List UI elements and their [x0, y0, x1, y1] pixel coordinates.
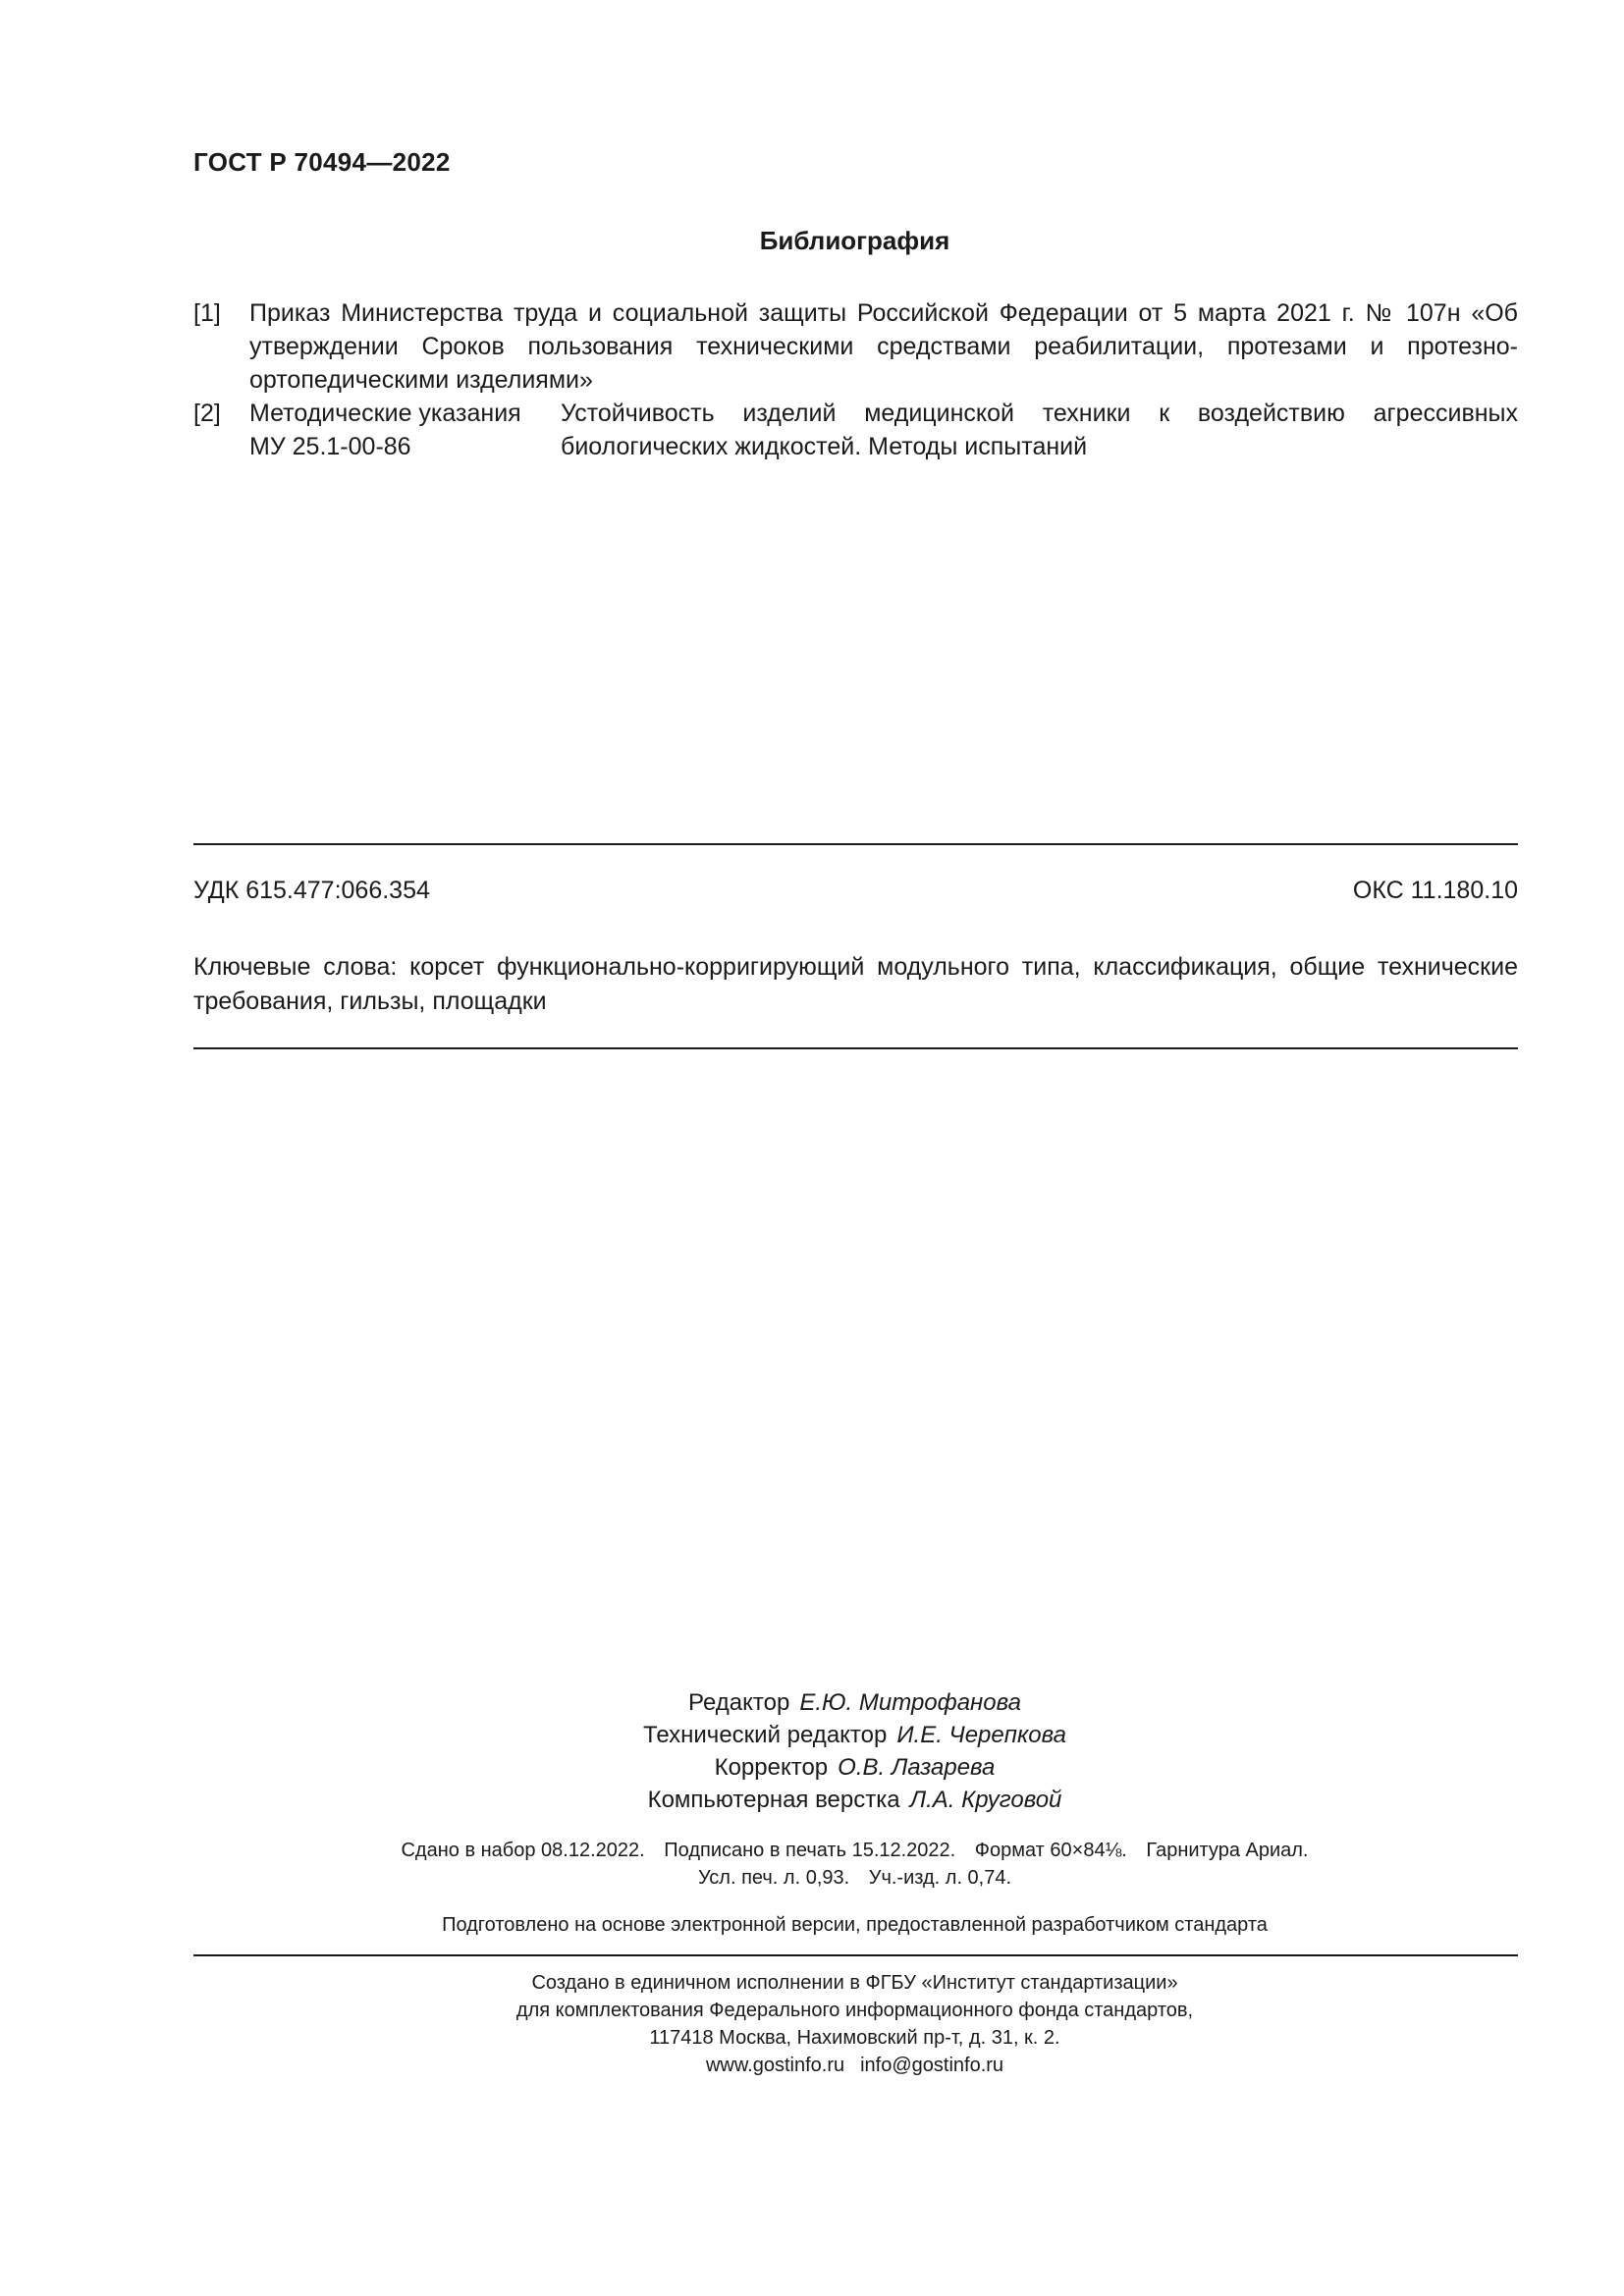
divider-top [193, 843, 1518, 845]
prepared-note: Подготовлено на основе электронной версии, предоставленной разработчиком стандарта [442, 1914, 1268, 1936]
ref-doc-title: Устойчивость изделий медицинской техники к воздействию агрессивных биологических жидкостей. Методы испытаний [561, 400, 1518, 460]
ref-number: [1] [193, 299, 221, 327]
divider-bottom [193, 1954, 1518, 1956]
credit-layout: Компьютерная верстка Л.А. Круговой [647, 1787, 1062, 1813]
udk-code: УДК 615.477:066.354 [193, 877, 430, 904]
publisher-line-3: 117418 Москва, Нахимовский пр-т, д. 31, к. 2. [649, 2027, 1060, 2049]
publisher-line-1: Создано в единичном исполнении в ФГБУ «Институт стандартизации» [531, 1972, 1178, 1994]
credits-block [0, 1686, 1624, 1816]
email-link[interactable]: info@gostinfo.ru [860, 2055, 1004, 2076]
ref-number: [2] [193, 400, 221, 427]
publisher-block [0, 1969, 1624, 2079]
website-link[interactable]: www.gostinfo.ru [705, 2055, 845, 2076]
keywords: Ключевые слова: корсет функционально-корригирующий модульного типа, классификация, общие технические требования, гильзы, площадки [193, 953, 1518, 1015]
credit-editor: Редактор Е.Ю. Митрофанова [688, 1689, 1021, 1716]
ref-text: Приказ Министерства труда и социальной защиты Российской Федерации от 5 марта 2021 г. № 107н «Об утверждении Сроков пользования техническими средствами реабилитации, протезами и протезно-ортопедическими изделиями» [249, 299, 1518, 394]
divider-middle [193, 1047, 1518, 1049]
print-info-line-2: Усл. печ. л. 0,93. Уч.-изд. л. 0,74. [697, 1867, 1012, 1889]
credit-tech-editor: Технический редактор И.Е. Черепкова [643, 1722, 1066, 1748]
credit-proofreader: Корректор О.В. Лазарева [714, 1754, 996, 1781]
publisher-line-2: для комплектования Федерального информационного фонда стандартов, [515, 2000, 1194, 2021]
bibliography-title: Библиография [759, 226, 950, 255]
ref-doc-type: Методические указания [249, 400, 521, 427]
standard-code: ГОСТ Р 70494—2022 [193, 147, 451, 177]
oks-code: ОКС 11.180.10 [1352, 877, 1518, 904]
ref-doc-code: МУ 25.1-00-86 [249, 433, 411, 460]
ref-doc-id [249, 397, 554, 463]
publisher-contacts [0, 2052, 1624, 2079]
print-info-line-1: Сдано в набор 08.12.2022. Подписано в печать 15.12.2022. Формат 60×84⅛. Гарнитура Ариал. [401, 1840, 1309, 1861]
print-info [0, 1837, 1624, 1892]
bibliography-ref-1 [193, 296, 1518, 397]
